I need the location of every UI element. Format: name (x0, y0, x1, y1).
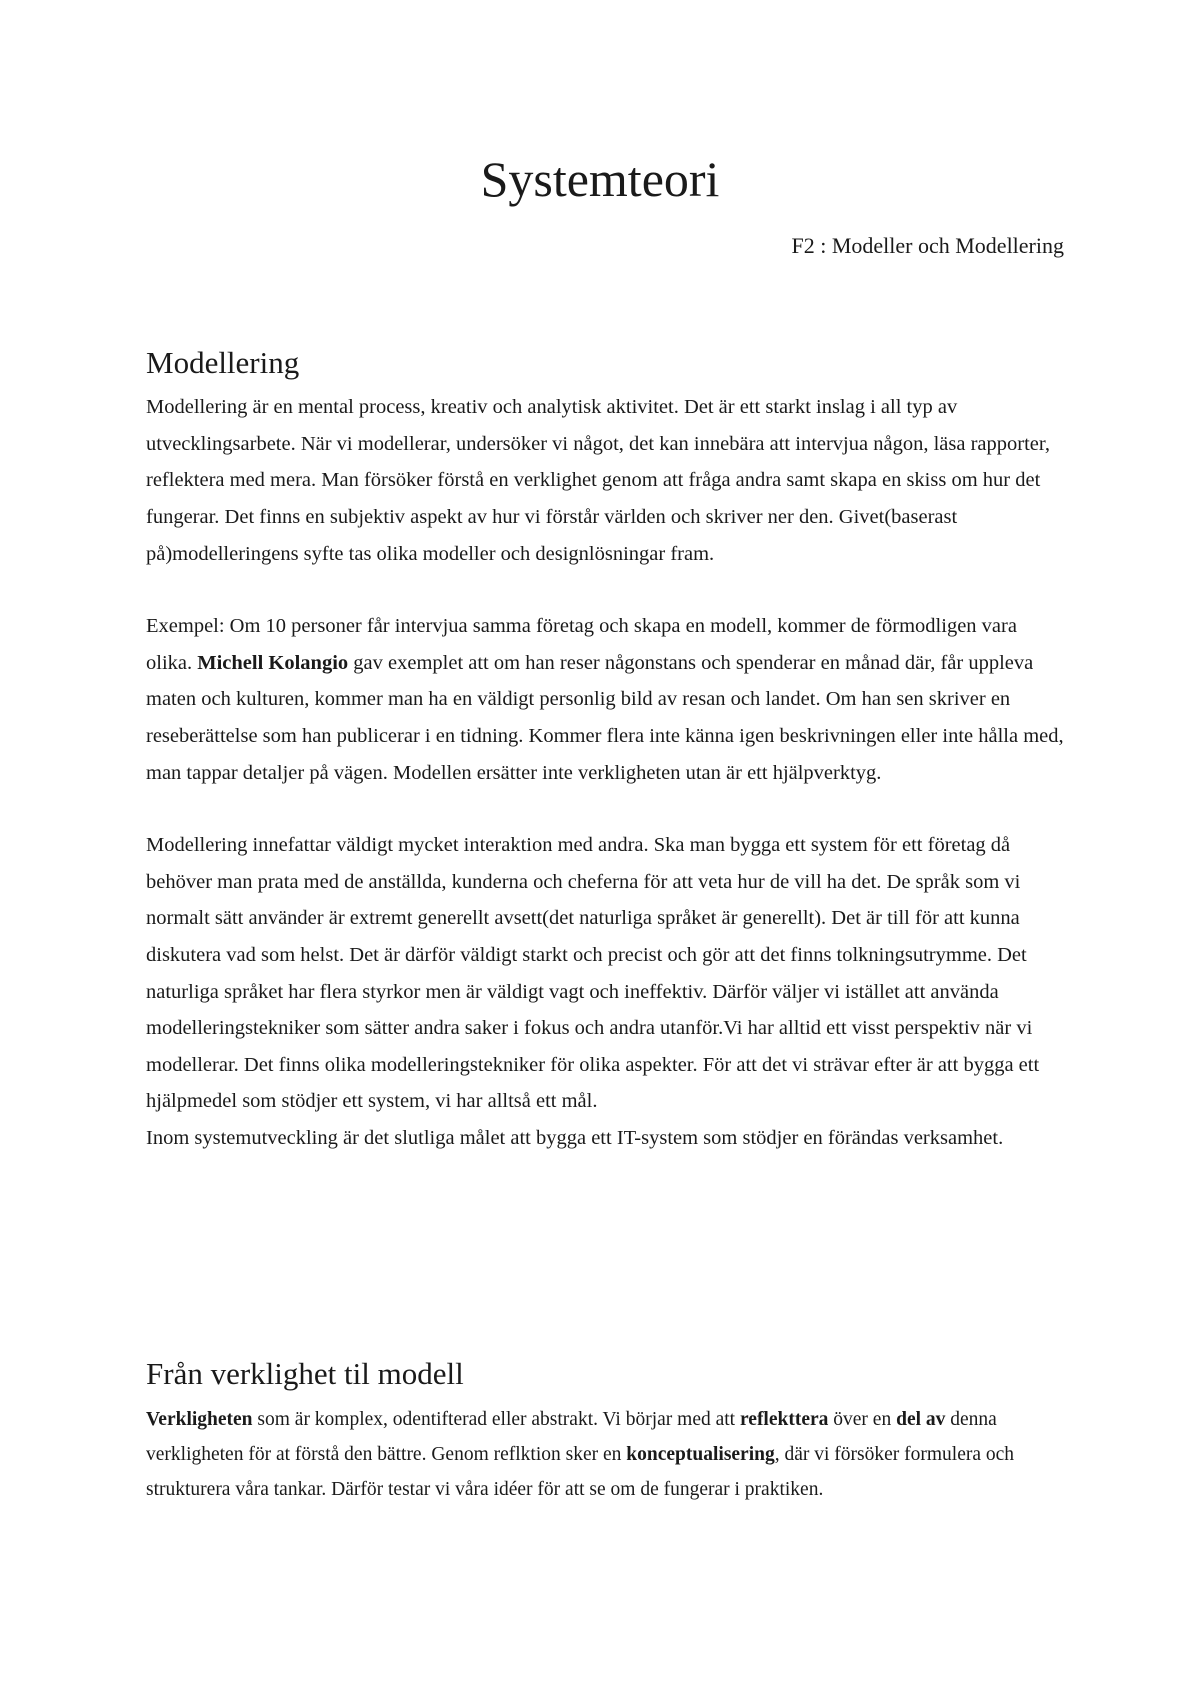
paragraph: Modellering är en mental process, kreativ och analytisk aktivitet. Det är ett starkt inslag i all typ av utvecklingsarbete. När vi modellerar, undersöker vi något, det kan innebära att intervjua någon, läsa rapporter, reflektera med mera. Man försöker förstå en verklighet genom att fråga andra samt skapa en skiss om hur det fungerar. Det finns en subjektiv aspekt av hur vi förstår världen och skriver ner den. Givet(baserast på)modelleringens syfte tas olika modeller och designlösningar fram. (146, 396, 1051, 565)
text-run: över en (828, 1409, 897, 1431)
paragraph (146, 1402, 1066, 1507)
section-heading: Från verklighet til modell (146, 1356, 464, 1391)
text-run: Exempel: Om 10 personer får intervjua samma företag och skapa en modell, kommer de förmodligen vara olika. (146, 615, 1017, 674)
text-run: , där vi försöker formulera och strukturera våra tankar. Därför testar vi våra idéer för att se om de fungerar i praktiken. (146, 1444, 1015, 1501)
page-subtitle: F2 : Modeller och Modellering (791, 233, 1064, 258)
text-run: gav exemplet att om han reser någonstans och spenderar en månad där, får uppleva maten och kulturen, kommer man ha en väldigt personlig bild av resan och landet. Om han sen skriver en reseberättelse som han publicerar i en tidning. Kommer flera inte känna igen beskrivningen eller inte hålla med, man tappar detaljer på vägen. Modellen ersätter inte verkligheten utan är ett hjälpverktyg. (146, 651, 1064, 784)
section-fran-verklighet (146, 1355, 1066, 1507)
section-heading: Modellering (146, 345, 300, 380)
bold-term: del av (896, 1409, 946, 1431)
text-run: som är komplex, odentifterad eller abstrakt. Vi börjar med att (252, 1409, 740, 1431)
section-modellering (146, 344, 1066, 1156)
text-run: denna verkligheten för at förstå den bättre. Genom reflktion sker en (146, 1409, 997, 1466)
bold-name: Michell Kolangio (197, 651, 349, 674)
paragraph: Inom systemutveckling är det slutliga målet att bygga ett IT-system som stödjer en förändas verksamhet. (146, 1126, 1004, 1149)
page-title: Systemteori (480, 151, 720, 207)
bold-term: konceptualisering (626, 1444, 775, 1466)
paragraph (146, 608, 1066, 791)
bold-term: reflekttera (739, 1409, 829, 1431)
paragraph: Modellering innefattar väldigt mycket interaktion med andra. Ska man bygga ett system för ett företag då behöver man prata med de anställda, kunderna och cheferna för att veta hur de vill ha det. De språk som vi normalt sätt använder är extremt generellt avsett(det naturliga språket är generellt). Det är till för att kunna diskutera vad som helst. Det är därför väldigt starkt och precist och gör att det finns tolkningsutrymme. Det naturliga språket har flera styrkor men är väldigt vagt och ineffektiv. Därför väljer vi istället att använda modelleringstekniker som sätter andra saker i fokus och andra utanför.Vi har alltid ett visst perspektiv när vi modellerar. Det finns olika modelleringstekniker för olika aspekter. För att det vi strävar efter är att bygga ett hjälpmedel som stödjer ett system, vi har alltså ett mål. (146, 834, 1040, 1113)
bold-term: Verkligheten (146, 1409, 253, 1431)
